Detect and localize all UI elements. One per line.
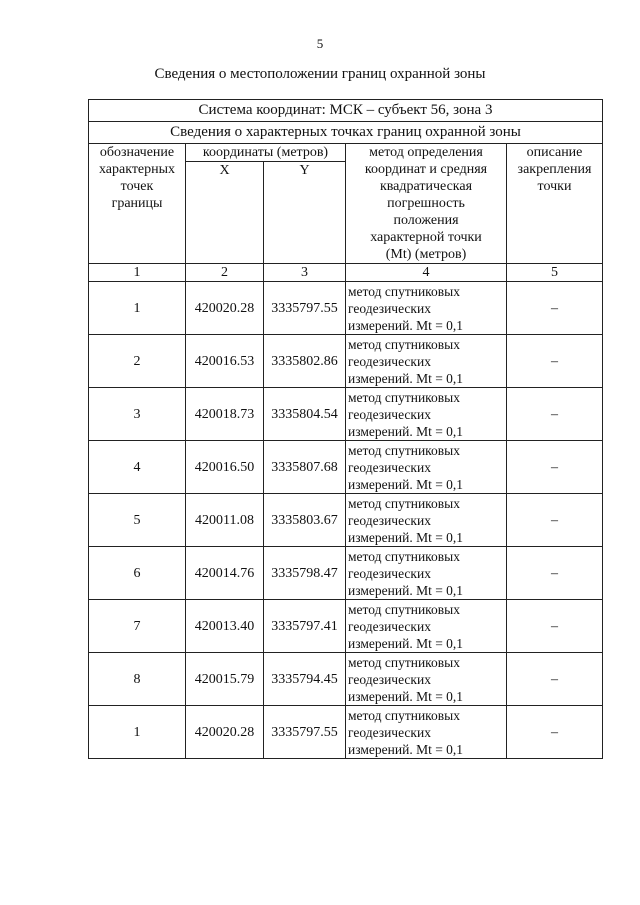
method-cell bbox=[346, 706, 507, 759]
text-line: положения bbox=[393, 213, 459, 228]
text-line: (Mt) (метров) bbox=[385, 247, 467, 262]
header-method bbox=[346, 144, 507, 264]
table-row bbox=[89, 653, 603, 706]
point-number: 6 bbox=[89, 547, 186, 600]
table-row bbox=[89, 441, 603, 494]
description-cell: – bbox=[507, 547, 603, 600]
coordinate-x: 420020.28 bbox=[186, 706, 264, 759]
coordinate-x: 420018.73 bbox=[186, 388, 264, 441]
method-cell bbox=[346, 494, 507, 547]
text-line: метод спутниковых bbox=[348, 495, 460, 511]
description-cell: – bbox=[507, 494, 603, 547]
text-line: метод спутниковых bbox=[348, 389, 460, 405]
text-line: измерений. Mt = 0,1 bbox=[348, 741, 464, 757]
text-line: метод спутниковых bbox=[348, 442, 460, 458]
table-row bbox=[89, 706, 603, 759]
column-number: 4 bbox=[346, 264, 507, 282]
table-row bbox=[89, 600, 603, 653]
method-cell bbox=[346, 547, 507, 600]
method-cell bbox=[346, 388, 507, 441]
page-number: 5 bbox=[316, 36, 324, 51]
text-line: погрешность bbox=[387, 196, 465, 211]
text-line: метод спутниковых bbox=[348, 654, 460, 670]
header-point-designation bbox=[89, 144, 186, 264]
coordinate-x: 420015.79 bbox=[186, 653, 264, 706]
header-row-1 bbox=[89, 144, 603, 162]
method-cell bbox=[346, 441, 507, 494]
header-coordinates: координаты (метров) bbox=[186, 144, 346, 162]
text-line: описание bbox=[526, 145, 583, 160]
description-cell: – bbox=[507, 335, 603, 388]
coordinate-y: 3335797.41 bbox=[264, 600, 346, 653]
point-number: 2 bbox=[89, 335, 186, 388]
description-cell: – bbox=[507, 600, 603, 653]
method-cell bbox=[346, 335, 507, 388]
text-line: измерений. Mt = 0,1 bbox=[348, 370, 464, 386]
text-line: измерений. Mt = 0,1 bbox=[348, 582, 464, 598]
table-row bbox=[89, 335, 603, 388]
text-line: измерений. Mt = 0,1 bbox=[348, 635, 464, 651]
column-number: 1 bbox=[89, 264, 186, 282]
text-line: измерений. Mt = 0,1 bbox=[348, 476, 464, 492]
coordinate-system-row bbox=[89, 100, 603, 122]
coordinate-x: 420014.76 bbox=[186, 547, 264, 600]
coordinate-y: 3335807.68 bbox=[264, 441, 346, 494]
text-line: геодезических bbox=[348, 724, 431, 740]
description-cell: – bbox=[507, 388, 603, 441]
point-number: 3 bbox=[89, 388, 186, 441]
section-title-row bbox=[89, 122, 603, 144]
header-x: X bbox=[186, 162, 264, 264]
coordinate-y: 3335803.67 bbox=[264, 494, 346, 547]
text-line: метод определения bbox=[369, 145, 483, 160]
coordinate-y: 3335802.86 bbox=[264, 335, 346, 388]
section-title: Сведения о характерных точках границ охранной зоны bbox=[89, 122, 603, 144]
column-number: 2 bbox=[186, 264, 264, 282]
coordinate-x: 420016.53 bbox=[186, 335, 264, 388]
table-row bbox=[89, 494, 603, 547]
text-line: метод спутниковых bbox=[348, 707, 460, 723]
point-number: 4 bbox=[89, 441, 186, 494]
text-line: геодезических bbox=[348, 565, 431, 581]
column-number-row bbox=[89, 264, 603, 282]
point-number: 1 bbox=[89, 706, 186, 759]
header-y: Y bbox=[264, 162, 346, 264]
description-cell: – bbox=[507, 441, 603, 494]
text-line: закрепления bbox=[517, 162, 592, 177]
text-line: геодезических bbox=[348, 459, 431, 475]
boundary-points-table bbox=[88, 99, 603, 759]
column-number: 3 bbox=[264, 264, 346, 282]
coordinate-x: 420020.28 bbox=[186, 282, 264, 335]
text-line: геодезических bbox=[348, 671, 431, 687]
text-line: геодезических bbox=[348, 618, 431, 634]
table-row bbox=[89, 282, 603, 335]
coordinate-system: Система координат: МСК – субъект 56, зона 3 bbox=[89, 100, 603, 122]
coordinate-x: 420013.40 bbox=[186, 600, 264, 653]
coordinate-x: 420011.08 bbox=[186, 494, 264, 547]
coordinate-y: 3335797.55 bbox=[264, 282, 346, 335]
coordinate-x: 420016.50 bbox=[186, 441, 264, 494]
point-number: 8 bbox=[89, 653, 186, 706]
text-line: метод спутниковых bbox=[348, 601, 460, 617]
text-line: обозначение bbox=[99, 145, 175, 160]
table-row bbox=[89, 388, 603, 441]
text-line: точки bbox=[537, 179, 572, 194]
method-cell bbox=[346, 600, 507, 653]
text-line: измерений. Mt = 0,1 bbox=[348, 317, 464, 333]
text-line: измерений. Mt = 0,1 bbox=[348, 423, 464, 439]
text-line: измерений. Mt = 0,1 bbox=[348, 529, 464, 545]
column-number: 5 bbox=[507, 264, 603, 282]
description-cell: – bbox=[507, 282, 603, 335]
text-line: измерений. Mt = 0,1 bbox=[348, 688, 464, 704]
text-line: координат и средняя bbox=[364, 162, 488, 177]
coordinate-y: 3335797.55 bbox=[264, 706, 346, 759]
document-title: Сведения о местоположении границ охранной зоны bbox=[154, 66, 486, 82]
description-cell: – bbox=[507, 653, 603, 706]
method-cell bbox=[346, 282, 507, 335]
text-line: геодезических bbox=[348, 353, 431, 369]
text-line: геодезических bbox=[348, 512, 431, 528]
point-number: 5 bbox=[89, 494, 186, 547]
header-description bbox=[507, 144, 603, 264]
method-cell bbox=[346, 653, 507, 706]
coordinate-y: 3335794.45 bbox=[264, 653, 346, 706]
text-line: геодезических bbox=[348, 300, 431, 316]
text-line: точек bbox=[120, 179, 154, 194]
text-line: характерной точки bbox=[370, 230, 482, 245]
text-line: характерных bbox=[98, 162, 176, 177]
description-cell: – bbox=[507, 706, 603, 759]
text-line: метод спутниковых bbox=[348, 336, 460, 352]
text-line: метод спутниковых bbox=[348, 283, 460, 299]
table-row bbox=[89, 547, 603, 600]
coordinate-y: 3335804.54 bbox=[264, 388, 346, 441]
text-line: квадратическая bbox=[379, 179, 473, 194]
point-number: 1 bbox=[89, 282, 186, 335]
text-line: метод спутниковых bbox=[348, 548, 460, 564]
coordinate-y: 3335798.47 bbox=[264, 547, 346, 600]
point-number: 7 bbox=[89, 600, 186, 653]
text-line: геодезических bbox=[348, 406, 431, 422]
text-line: границы bbox=[111, 196, 163, 211]
